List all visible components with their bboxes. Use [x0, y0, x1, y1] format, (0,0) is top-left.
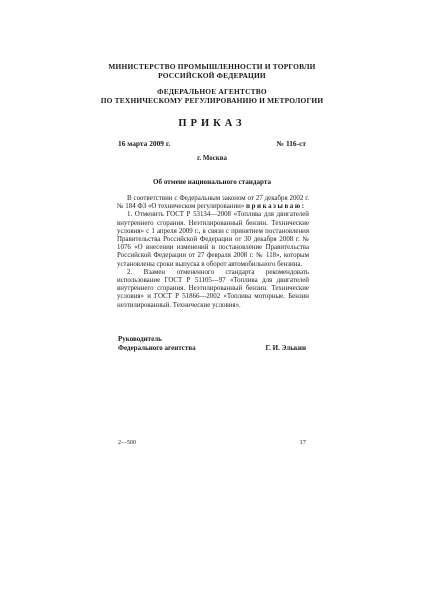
- document-subject: Об отмене национального стандарта: [152, 178, 271, 186]
- item-1-paragraph: 1. Отменить ГОСТ Р 53134—2008 «Топлива для двигателей внутреннего сгорания. Неэтилированный бензин. Технические условия» с 1 апреля 2009 г., в связи с принятием постановления Правительства Российской Федерации от 30 декабря 2008 г. № 1076 «О внесении изменений в постановление Правительства Российской Федерации от 27 февраля 2008 г. № 118», которым установлены сроки выпуска в оборот автомобильного бензина.: [117, 211, 309, 268]
- agency-name-line1: ФЕДЕРАЛЬНОЕ АГЕНТСТВО: [157, 87, 267, 96]
- intro-text: В соответствии с Федеральным законом от 27 декабря 2002 г. № 184 ФЗ «О техническом регулировании»: [117, 195, 309, 211]
- document-number: № 116-ст: [276, 139, 306, 148]
- ministry-name-line2: РОССИЙСКОЙ ФЕДЕРАЦИИ: [158, 71, 266, 80]
- signatory-position-line2: Федерального агентства: [118, 343, 196, 352]
- print-code: 2—500: [118, 440, 136, 446]
- signatory-position: [118, 335, 196, 352]
- page-number: 17: [299, 439, 306, 446]
- signatory-position-line1: Руководитель: [118, 335, 162, 343]
- agency-name: [0, 87, 424, 105]
- item-2-paragraph: 2. Взамен отмененного стандарта рекомендовать использование ГОСТ Р 51105—97 «Топлива для двигателей внутреннего сгорания. Неэтилированный бензин. Технические условия» и ГОСТ Р 51866—2002 «Топлива моторные. Бензин неэтилированный. Технические условия».: [117, 268, 309, 309]
- document-title: ПРИКАЗ: [178, 118, 246, 129]
- signatory-name: Г. И. Элькин: [265, 343, 306, 352]
- intro-keyword: приказываю:: [246, 203, 306, 211]
- intro-paragraph: [117, 195, 309, 211]
- document-body: [117, 195, 309, 310]
- ministry-name-line1: МИНИСТЕРСТВО ПРОМЫШЛЕННОСТИ И ТОРГОВЛИ: [108, 62, 316, 71]
- agency-name-line2: ПО ТЕХНИЧЕСКОМУ РЕГУЛИРОВАНИЮ И МЕТРОЛОГИИ: [100, 96, 324, 105]
- document-date: 16 марта 2009 г.: [118, 139, 171, 148]
- ministry-name: [0, 62, 424, 80]
- document-city: г. Москва: [197, 155, 227, 162]
